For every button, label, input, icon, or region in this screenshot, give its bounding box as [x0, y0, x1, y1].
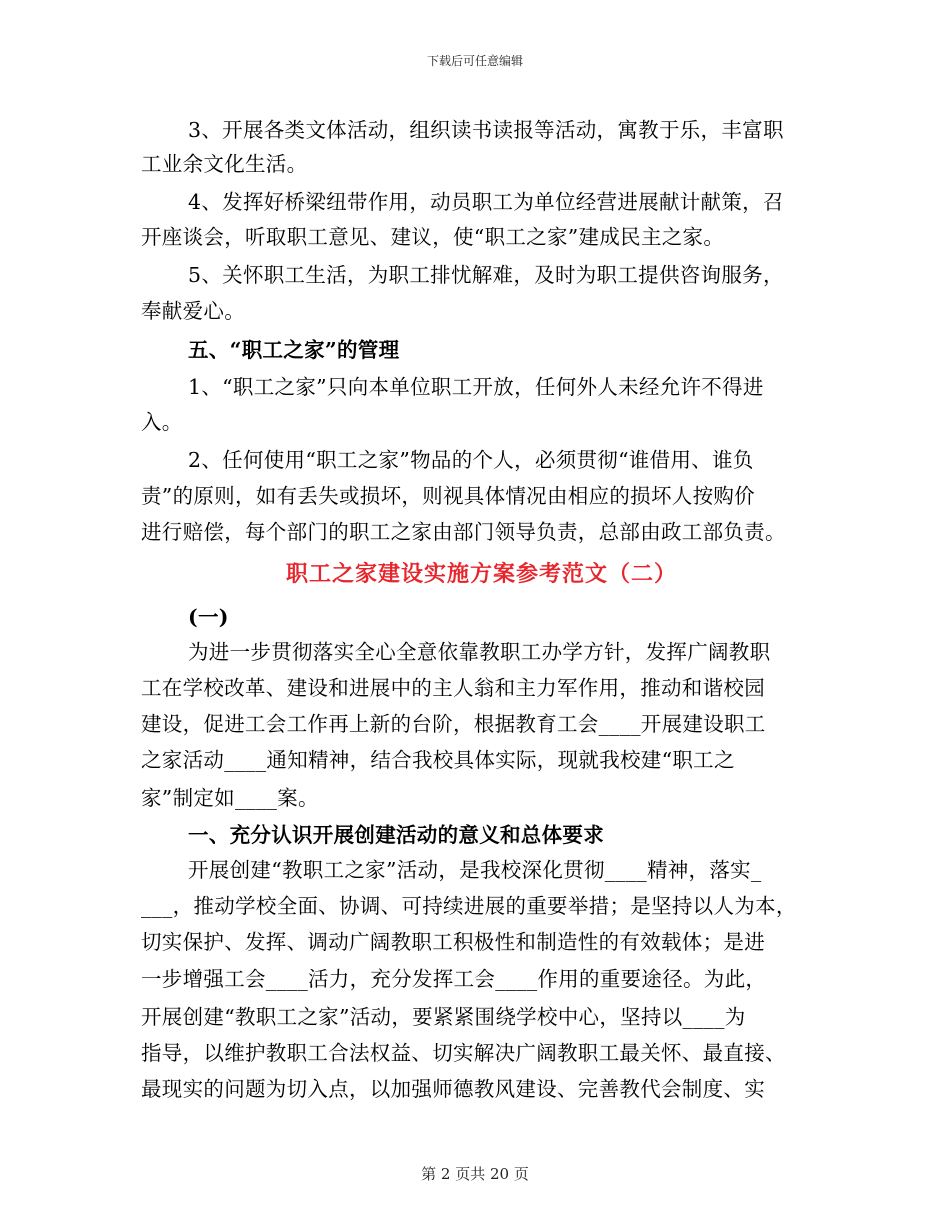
paragraph-line: 奉献爱心。	[141, 299, 245, 323]
paragraph-line: 指导，以维护教职工合法权益、切实解决广阔教职工最关怀、最直接、	[141, 1041, 786, 1065]
paragraph-line: 3、开展各类文体活动，组织读书读报等活动，寓教于乐，丰富职	[188, 118, 784, 142]
paragraph-line: 工在学校改革、建设和进展中的主人翁和主力军作用，推动和谐校园	[141, 676, 765, 700]
paragraph-line: 开展创建“教职工之家”活动，是我校深化贯彻____精神，落实_	[188, 858, 762, 882]
paragraph-line: 工业余文化生活。	[141, 152, 308, 176]
paragraph-line: 之家活动____通知精神，结合我校具体实际，现就我校建“职工之	[141, 748, 735, 772]
paragraph-line: 建设，促进工会工作再上新的台阶，根据教育工会____开展建设职工	[141, 712, 766, 736]
subsection-label: (一)	[188, 605, 229, 629]
page-footer: 第 2 页共 20 页	[421, 1165, 529, 1183]
paragraph-line: 1、“职工之家”只向本单位职工开放，任何外人未经允许不得进	[188, 375, 764, 399]
paragraph-line: 一步增强工会____活力，充分发挥工会____作用的重要途径。为此，	[141, 967, 767, 991]
paragraph-line: ___，推动学校全面、协调、可持续进展的重要举措；是坚持以人为本，	[141, 894, 797, 918]
paragraph-line: 2、任何使用“职工之家”物品的个人，必须贯彻“谁借用、谁负	[188, 448, 754, 472]
paragraph-line: 家”制定如____案。	[141, 786, 319, 810]
section-heading: 一、充分认识开展创建活动的意义和总体要求	[188, 823, 604, 847]
paragraph-line: 入。	[141, 410, 183, 434]
paragraph-line: 开座谈会，听取职工意见、建议，使“职工之家”建成民主之家。	[141, 225, 725, 249]
paragraph-line: 4、发挥好桥梁纽带作用，动员职工为单位经营进展献计献策，召	[188, 190, 784, 214]
paragraph-line: 最现实的问题为切入点，以加强师德教风建设、完善教代会制度、实	[141, 1077, 765, 1101]
section-heading: 五、“职工之家”的管理	[188, 338, 400, 362]
page-header: 下载后可任意编辑	[426, 54, 523, 68]
paragraph-line: 为进一步贯彻落实全心全意依靠教职工办学方针，发挥广阔教职	[188, 640, 771, 664]
paragraph-line: 责”的原则，如有丢失或损坏，则视具体情况由相应的损坏人按购价	[141, 484, 755, 508]
paragraph-line: 5、关怀职工生活，为职工排忧解难，及时为职工提供咨询服务，	[188, 263, 784, 287]
paragraph-line: 切实保护、发挥、调动广阔教职工积极性和制造性的有效载体；是进	[141, 930, 765, 954]
document-title: 职工之家建设实施方案参考范文（二）	[286, 561, 678, 587]
paragraph-line: 进行赔偿，每个部门的职工之家由部门领导负责，总部由政工部负责。	[141, 520, 786, 544]
paragraph-line: 开展创建“教职工之家”活动，要紧紧围绕学校中心，坚持以____为	[141, 1005, 746, 1029]
